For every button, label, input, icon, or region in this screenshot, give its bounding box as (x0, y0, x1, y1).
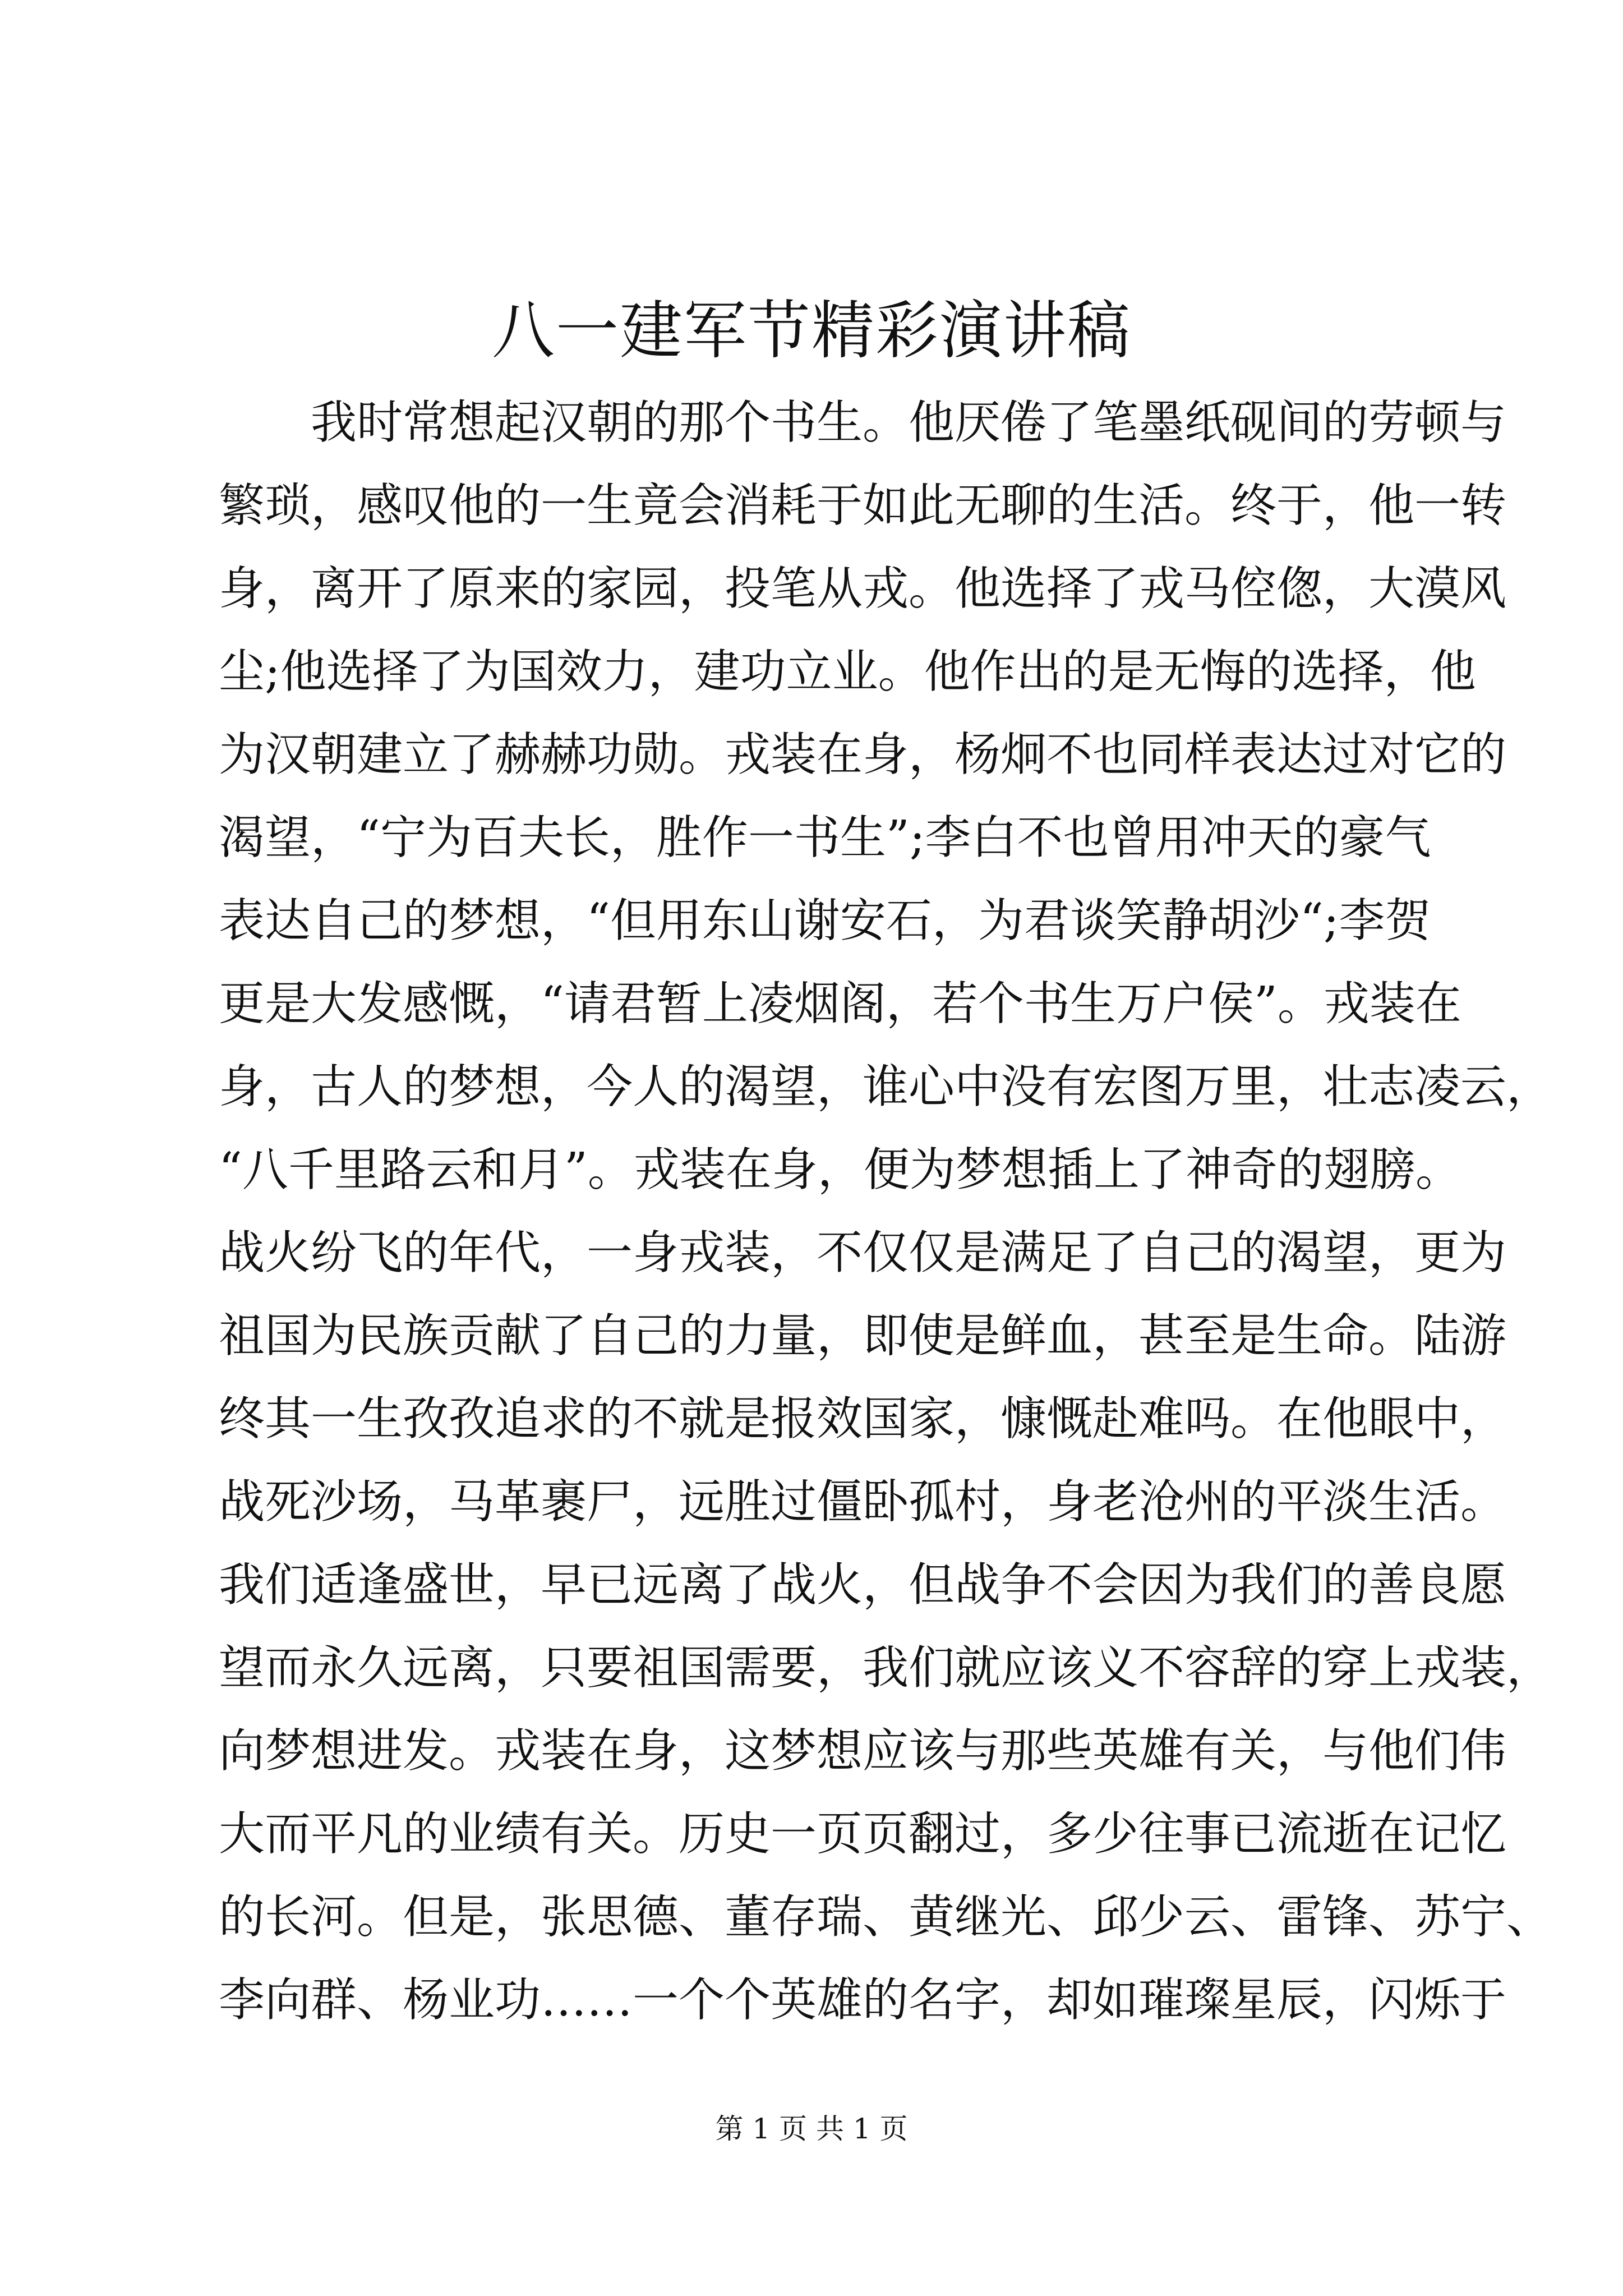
paragraph-line: 身，古人的梦想，今人的渴望，谁心中没有宏图万里，壮志凌云， (219, 1060, 1553, 1114)
paragraph-line: 终其一生孜孜追求的不就是报效国家，慷慨赴难吗。在他眼中， (219, 1392, 1507, 1446)
paragraph-line: 战火纷飞的年代，一身戎装，不仅仅是满足了自己的渴望，更为 (219, 1226, 1507, 1280)
paragraph-line: 身，离开了原来的家园，投笔从戎。他选择了戎马倥偬，大漠风 (219, 562, 1507, 615)
paragraph-line: 繁琐，感叹他的一生竟会消耗于如此无聊的生活。终于，他一转 (219, 479, 1507, 532)
paragraph-line: 我们适逢盛世，早已远离了战火，但战争不会因为我们的善良愿 (219, 1558, 1507, 1612)
paragraph-line: 渴望，“宁为百夫长，胜作一书生”;李白不也曾用冲天的豪气 (219, 811, 1431, 864)
paragraph-line: 大而平凡的业绩有关。历史一页页翻过，多少往事已流逝在记忆 (219, 1807, 1507, 1861)
paragraph-line: 向梦想进发。戎装在身，这梦想应该与那些英雄有关，与他们伟 (219, 1724, 1507, 1778)
paragraph-line: “八千里路云和月”。戎装在身，便为梦想插上了神奇的翅膀。 (219, 1143, 1461, 1197)
paragraph-line: 望而永久远离，只要祖国需要，我们就应该义不容辞的穿上戎装， (219, 1641, 1553, 1695)
document-body (219, 381, 1553, 2042)
paragraph-line: 更是大发感慨，“请君暂上凌烟阁，若个书生万户侯”。戎装在 (219, 977, 1461, 1030)
paragraph-line: 祖国为民族贡献了自己的力量，即使是鲜血，甚至是生命。陆游 (219, 1309, 1507, 1363)
paragraph-line: 的长河。但是，张思德、董存瑞、黄继光、邱少云、雷锋、苏宁、 (219, 1890, 1553, 1944)
paragraph-line: 表达自己的梦想，“但用东山谢安石，为君谈笑静胡沙“;李贺 (219, 894, 1431, 947)
page-footer: 第 1 页 共 1 页 (715, 2113, 908, 2145)
paragraph-line: 为汉朝建立了赫赫功勋。戎装在身，杨炯不也同样表达过对它的 (219, 728, 1507, 781)
paragraph-line: 战死沙场，马革裹尸，远胜过僵卧孤村，身老沧州的平淡生活。 (219, 1475, 1507, 1529)
paragraph-line: 我时常想起汉朝的那个书生。他厌倦了笔墨纸砚间的劳顿与 (311, 396, 1507, 449)
paragraph-line: 尘;他选择了为国效力，建功立业。他作出的是无悔的选择，他 (219, 645, 1476, 698)
document-title: 八一建军节精彩演讲稿 (492, 295, 1131, 367)
paragraph-line: 李向群、杨业功……一个个英雄的名字，却如璀璨星辰，闪烁于 (219, 1973, 1507, 2027)
